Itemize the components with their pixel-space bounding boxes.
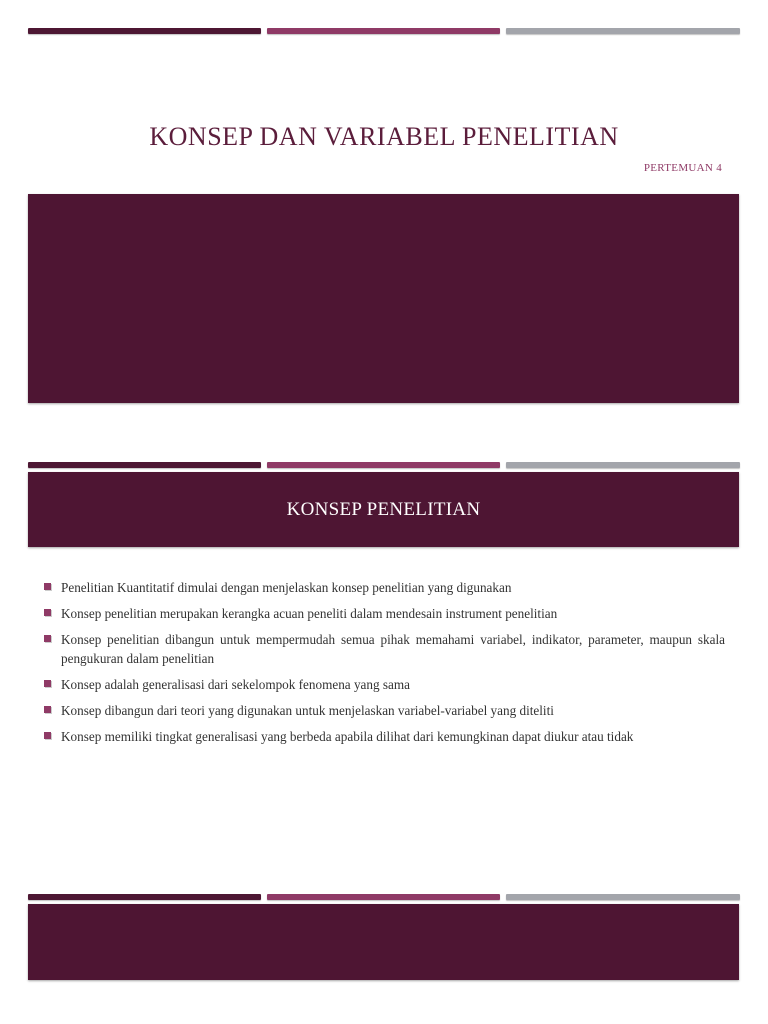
slide-subtitle: PERTEMUAN 4 [643, 162, 722, 174]
bullet-text: Konsep dibangun dari teori yang digunakan untuk menjelaskan variabel-variabel yang diteliti [61, 703, 554, 718]
slide-heading: KONSEP PENELITIAN [286, 498, 481, 520]
accent-bar-mid [267, 894, 500, 900]
header-panel [28, 472, 739, 547]
bullet-list [44, 578, 725, 753]
accent-bar-gray [506, 894, 740, 900]
square-bullet-icon [44, 583, 51, 590]
list-item [44, 604, 725, 623]
header-panel [28, 904, 739, 980]
accent-bar-gray [506, 28, 740, 34]
accent-bar-mid [267, 28, 500, 34]
slide-title: KONSEP DAN VARIABEL PENELITIAN [149, 122, 619, 151]
square-bullet-icon [44, 680, 51, 687]
bullet-text: Penelitian Kuantitatif dimulai dengan menjelaskan konsep penelitian yang digunakan [61, 580, 512, 595]
list-item [44, 675, 725, 694]
accent-bar-dark [28, 894, 261, 900]
list-item [44, 630, 725, 668]
list-item [44, 727, 725, 746]
content-panel [28, 194, 739, 403]
square-bullet-icon [44, 706, 51, 713]
square-bullet-icon [44, 609, 51, 616]
bullet-text: Konsep adalah generalisasi dari sekelompok fenomena yang sama [61, 677, 410, 692]
square-bullet-icon [44, 732, 51, 739]
list-item [44, 701, 725, 720]
accent-bar-dark [28, 28, 261, 34]
bullet-text: Konsep memiliki tingkat generalisasi yang berbeda apabila dilihat dari kemungkinan dapat diukur atau tidak [61, 729, 634, 744]
bullet-text: Konsep penelitian merupakan kerangka acuan peneliti dalam mendesain instrument penelitian [61, 606, 558, 621]
accent-bar-dark [28, 462, 261, 468]
accent-bar-mid [267, 462, 500, 468]
accent-bar-gray [506, 462, 740, 468]
list-item [44, 578, 725, 597]
square-bullet-icon [44, 635, 51, 642]
bullet-text: Konsep penelitian dibangun untuk mempermudah semua pihak memahami variabel, indikator, parameter, maupun skala pengukuran dalam penelitian [61, 632, 725, 666]
